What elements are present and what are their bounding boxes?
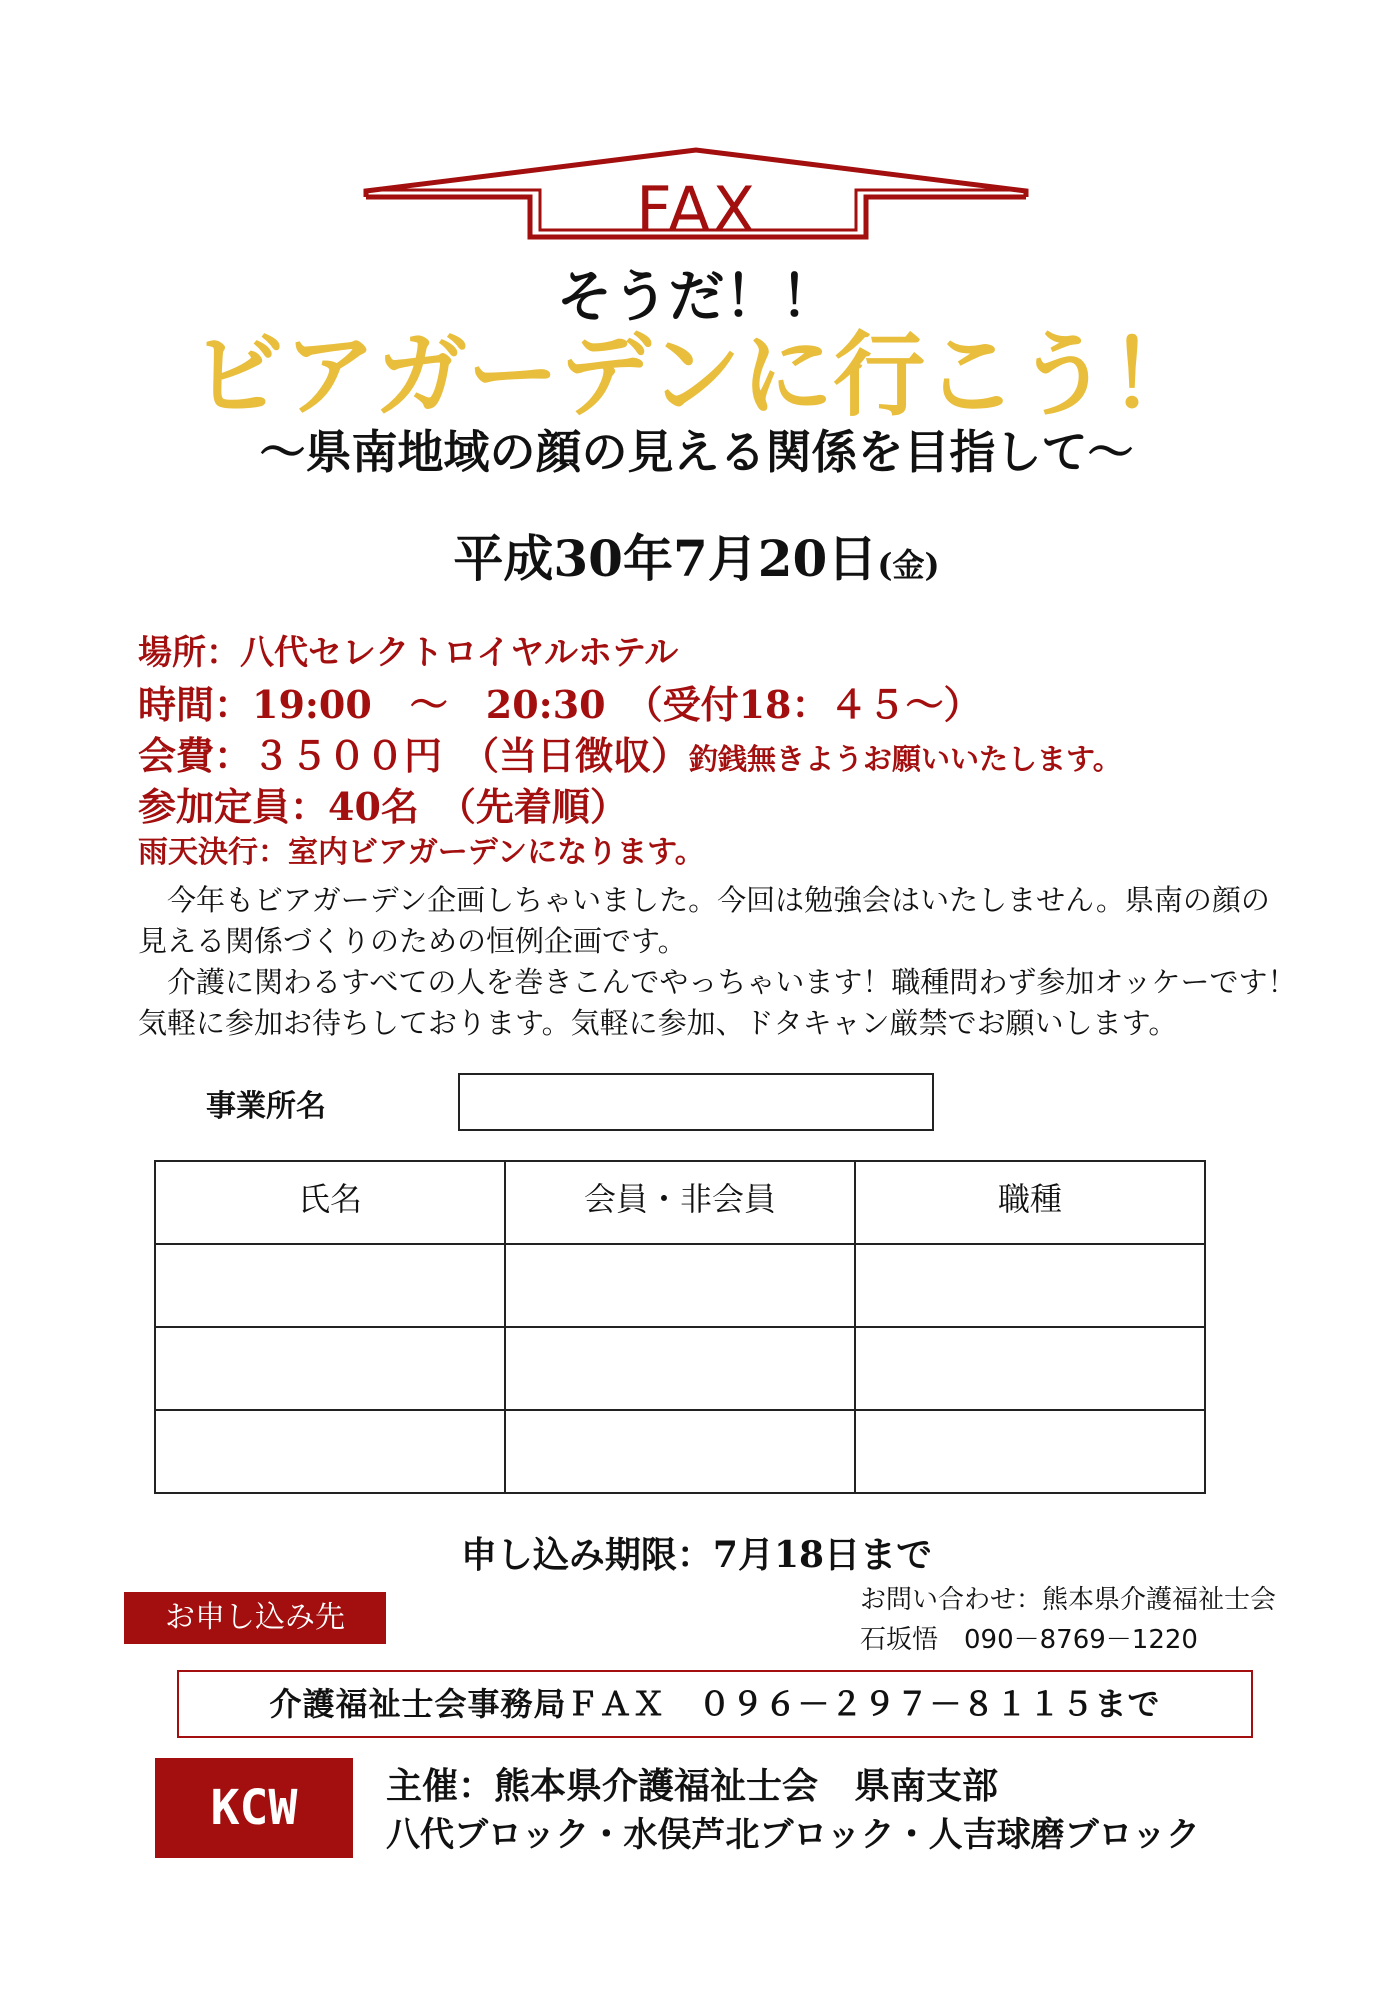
page-subtitle: ～県南地域の顔の見える関係を目指して～ (259, 425, 1134, 479)
body-text (138, 880, 1298, 1044)
membership-field[interactable] (506, 1411, 854, 1492)
body-paragraph-2: 介護に関わるすべての人を巻きこんでやっちゃいます！職種問わず参加オッケーです！気軽に参加お待ちしております。気軽に参加、ドタキャン厳禁でお願いします。 (138, 965, 1297, 1040)
table-cell (855, 1244, 1205, 1327)
kcw-logo: KCW (155, 1758, 353, 1858)
apply-to-badge: お申し込み先 (124, 1592, 386, 1644)
table-header-row (155, 1161, 1205, 1244)
name-field[interactable] (156, 1245, 504, 1326)
name-field[interactable] (156, 1411, 504, 1492)
event-weekday: (金) (877, 546, 940, 584)
catch-copy: そうだ！！ (556, 264, 837, 330)
info-capacity: 参加定員：40名 （先着順） (138, 784, 628, 829)
table-cell (855, 1327, 1205, 1410)
column-header-occupation: 職種 (855, 1161, 1205, 1244)
info-rain: 雨天決行：室内ビアガーデンになります。 (138, 835, 705, 870)
page-title: ビアガーデンに行こう！ (191, 321, 1202, 429)
table-cell (505, 1410, 855, 1493)
office-name-label: 事業所名 (206, 1089, 326, 1124)
participants-table (154, 1160, 1206, 1494)
table-cell (855, 1410, 1205, 1493)
body-paragraph-1: 今年もビアガーデン企画しちゃいました。今回は勉強会はいたしません。県南の顔の見える関係づくりのための恒例企画です。 (138, 883, 1270, 958)
table-cell (505, 1327, 855, 1410)
contact-phone: 石坂悟 090－8769－1220 (860, 1625, 1198, 1655)
event-date (0, 525, 1393, 599)
table-row (155, 1410, 1205, 1493)
event-date-text: 平成30年7月20日 (453, 529, 878, 588)
info-fee-text: 会費：３５００円 （当日徴収） (138, 733, 690, 778)
fax-destination: 介護福祉士会事務局ＦＡＸ ０９６－２９７－８１１５まで (177, 1670, 1253, 1738)
table-cell (155, 1244, 505, 1327)
column-header-membership: 会員・非会員 (505, 1161, 855, 1244)
occupation-field[interactable] (856, 1245, 1204, 1326)
office-name-field[interactable] (458, 1073, 934, 1131)
occupation-field[interactable] (856, 1328, 1204, 1409)
organizer-blocks: 八代ブロック・水俣芦北ブロック・人吉球磨ブロック (386, 1815, 1200, 1855)
table-cell (155, 1327, 505, 1410)
table-cell (155, 1410, 505, 1493)
contact-info (860, 1580, 1276, 1660)
info-fee-note: 釣銭無きようお願いいたします。 (689, 742, 1122, 776)
organizer: 主催：熊本県介護福祉士会 県南支部 (386, 1765, 999, 1807)
table-row (155, 1327, 1205, 1410)
application-deadline: 申し込み期限：7月18日まで (460, 1534, 933, 1576)
membership-field[interactable] (506, 1328, 854, 1409)
info-time: 時間：19:00 ～ 20:30 （受付18：４５～） (138, 682, 982, 727)
name-field[interactable] (156, 1328, 504, 1409)
info-place: 場所：八代セレクトロイヤルホテル (138, 633, 679, 673)
column-header-name: 氏名 (155, 1161, 505, 1244)
contact-org: お問い合わせ：熊本県介護福祉士会 (860, 1585, 1277, 1615)
membership-field[interactable] (506, 1245, 854, 1326)
table-row (155, 1244, 1205, 1327)
info-fee (138, 730, 1122, 785)
table-cell (505, 1244, 855, 1327)
fax-label: FAX (636, 173, 757, 246)
occupation-field[interactable] (856, 1411, 1204, 1492)
